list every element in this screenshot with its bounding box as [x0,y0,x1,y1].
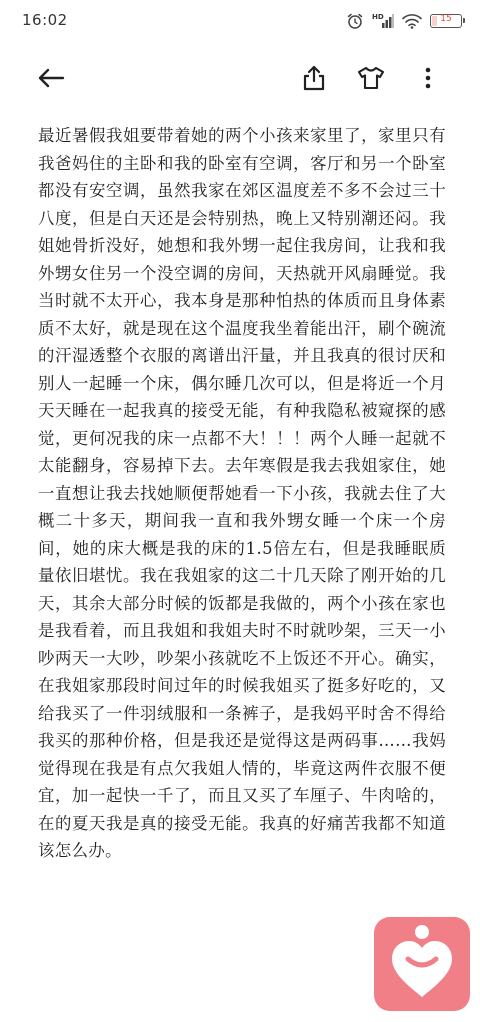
floating-heart-button[interactable] [374,917,470,1011]
status-icons [346,10,462,32]
arrow-left-icon [37,67,65,93]
theme-button[interactable] [353,62,389,98]
network-hd-label: HD [372,13,384,21]
wifi-icon [402,13,422,29]
article-body: 最近暑假我姐要带着她的两个小孩来家里了，家里只有我爸妈住的主卧和我的卧室有空调，客厅和另一个卧室都没有安空调，虽然我家在郊区温度差不多不会过三十八度，但是白天还是会特别热，晚上又特别潮还闷。我姐她骨折没好，她想和我外甥一起住我房间，让我和我外甥女住另一个没空调的房间，天热就开风扇睡觉。我当时就不太开心，我本身是那种怕热的体质而且身体素质不太好，就是现在这个温度我坐着能出汗，刷个碗流的汗湿透整个衣服的离谱出汗量，并且我真的很讨厌和别人一起睡一个床，偶尔睡几次可以，但是将近一个月天天睡在一起我真的接受无能，有种我隐私被窥探的感觉，更何况我的床一点都不大！！！两个人睡一起就不太能翻身，容易掉下去。去年寒假是我去我姐家住，她一直想让我去找她顺便帮她看一下小孩，我就去住了大概二十多天，期间我一直和我外甥女睡一个床一个房间，她的床大概是我的床的1.5倍左右，但是我睡眠质量依旧堪忧。我在我姐家的这二十几天除了刚开始的几天，其余大部分时候的饭都是我做的，两个小孩在家也是我看着，而且我姐和我姐夫时不时就吵架，三天一小吵两天一大吵，吵架小孩就吃不上饭还不开心。确实，在我姐家那段时间过年的时候我姐买了挺多好吃的，又给我买了一件羽绒服和一条裤子，是我妈平时舍不得给我买的那种价格，但是我还是觉得这是两码事……我妈觉得现在我是有点欠我姐人情的，毕竟这两件衣服不便宜，加一起快一千了，而且又买了车厘子、牛肉啥的，在的夏天我是真的接受无能。我真的好痛苦我都不知道该怎么办。 [38,126,446,860]
cellular-signal-icon [372,12,394,30]
status-bar [0,0,480,42]
status-time: 16:02 [22,11,68,29]
share-button[interactable] [296,62,332,98]
battery-icon [430,14,462,28]
more-options-button[interactable] [410,62,446,98]
battery-level-text: 15 [440,14,452,24]
back-button[interactable] [33,62,69,98]
t-shirt-icon [357,66,385,94]
alarm-icon [346,12,364,30]
share-icon [302,65,326,95]
more-vertical-icon [424,66,432,94]
top-toolbar [0,50,480,110]
